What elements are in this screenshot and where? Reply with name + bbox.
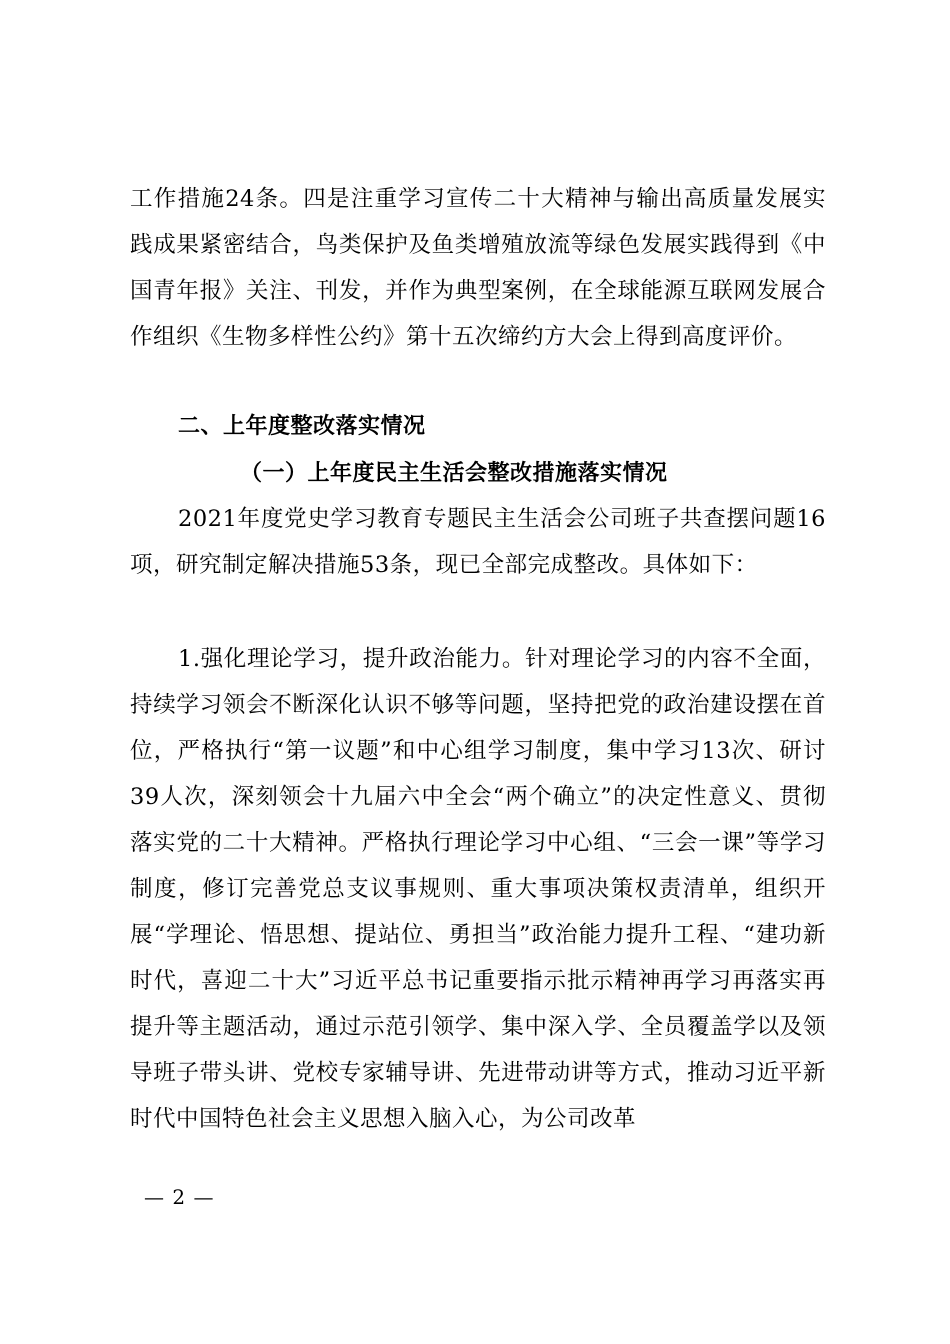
paragraph-text: 1.强化理论学习，提升政治能力。针对理论学习的内容不全面，持续学习领会不断深化认识不够等问题，坚持把党的政治建设摆在首位，严格执行“第一议题”和中心组学习制度，集中学习13次、研讨39人次，深刻领会十九届六中全会“两个确立”的决定性意义、贯彻落实党的二十大精神。严格执行理论学习中心组、“三会一课”等学习制度，修订完善党总支议事规则、重大事项决策权责清单，组织开展“学理论、悟思想、提站位、勇担当”政治能力提升工程、“建功新时代，喜迎二十大”习近平总书记重要指示批示精神再学习再落实再提升等主题活动，通过示范引领学、集中深入学、全员覆盖学以及领导班子带头讲、党校专家辅导讲、先进带动讲等方式，推动习近平新时代中国特色社会主义思想入脑入心，为公司改革	[130, 646, 826, 1132]
sub-heading: （一）上年度民主生活会整改措施落实情况	[240, 460, 668, 486]
page-number: — 2 —	[144, 1185, 215, 1209]
continuation-paragraph	[130, 176, 826, 360]
paragraph-text: 工作措施24条。四是注重学习宣传二十大精神与输出高质量发展实践成果紧密结合，鸟类保护及鱼类增殖放流等绿色发展实践得到《中国青年报》关注、刊发，并作为典型案例，在全球能源互联网发展合作组织《生物多样性公约》第十五次缔约方大会上得到高度评价。	[130, 186, 826, 350]
item-1-paragraph	[130, 636, 826, 1142]
overview-paragraph	[130, 496, 826, 588]
paragraph-text: 2021年度党史学习教育专题民主生活会公司班子共查摆问题16项，研究制定解决措施53条，现已全部完成整改。具体如下：	[130, 506, 826, 578]
section-heading: 二、上年度整改落实情况	[178, 414, 426, 439]
